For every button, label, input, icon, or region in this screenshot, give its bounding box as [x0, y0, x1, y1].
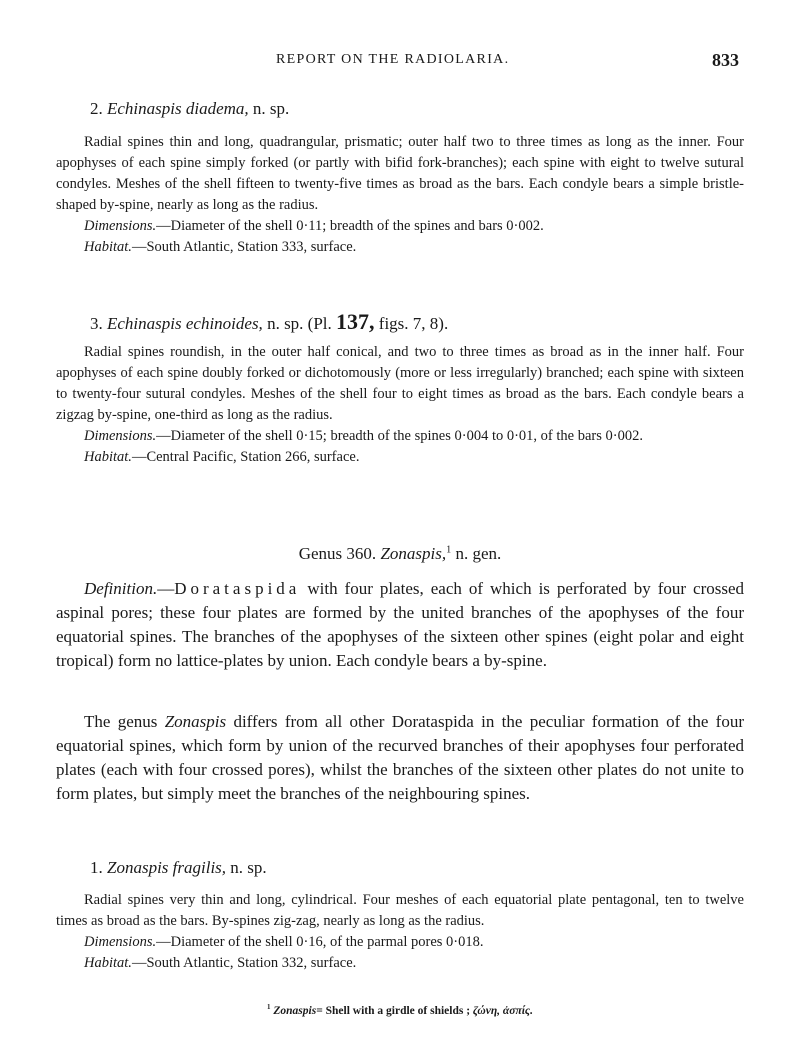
habitat-line [56, 237, 744, 258]
habitat-line [56, 953, 744, 974]
dimensions-line [56, 426, 744, 447]
footnote-text: = Shell with a girdle of shields ; [316, 1004, 471, 1017]
genus-status: n. gen. [455, 544, 502, 563]
footnote-term: Zonaspis [273, 1004, 317, 1017]
dimensions-line [56, 216, 744, 237]
running-head [0, 50, 800, 74]
remark-genus-name: Zonaspis [164, 712, 227, 731]
habitat-label: Habitat. [84, 955, 132, 971]
species-name: Echinaspis diadema, [107, 99, 249, 118]
species-entry-zonaspis-fragilis [56, 890, 744, 974]
page-number: 833 [712, 50, 739, 70]
figure-reference: figs. 7, 8). [378, 314, 449, 333]
species-name: Zonaspis fragilis, [107, 858, 227, 877]
genus-definition [56, 577, 744, 673]
genus-heading-zonaspis [0, 544, 800, 564]
species-entry-echinaspis-diadema [56, 132, 744, 258]
dimensions-text: —Diameter of the shell 0·11; breadth of the spines and bars 0·002. [156, 218, 544, 234]
remark-text-end: differs from all other Dorataspida in the peculiar formation of the four equatorial spines, which form by union of the recurved branches of their apophyses four perforated plates (each with four crossed pores), whilst the branches of the sixteen other plates do not unite to form plates, but simply meet the branches of the neighbouring spines. [56, 712, 745, 803]
genus-name: Zonaspis, [380, 544, 447, 563]
definition-label: Definition. [84, 579, 158, 598]
species-name: Echinaspis echinoides, [107, 314, 263, 333]
species-description: Radial spines thin and long, quadrangular, prismatic; outer half two to three times as long as the inner. Four apophyses of each spine simply forked (or partly with bifid fork-branches); each spine with eight to twelve sutural condyles. Meshes of the shell fifteen to twenty-five times as broad as the bars. Each condyle bears a simple bristle-shaped by-spine, nearly as long as the radius. [56, 134, 744, 213]
genus-number: Genus 360. [298, 544, 377, 563]
genus-remark [56, 710, 744, 806]
species-entry-echinaspis-echinoides [56, 342, 744, 468]
species-heading-echinaspis-echinoides [90, 309, 448, 335]
habitat-label: Habitat. [84, 239, 132, 255]
definition-text: with four plates, each of which is perforated by four crossed aspinal pores; these four plates are formed by the united branches of the apophyses of the four equatorial spines. The branches of the apophyses of the sixteen other spines (eight polar and eight tropical) form no lattice-plates by union. Each condyle bears a by-spine. [56, 579, 745, 670]
dimensions-label: Dimensions. [84, 428, 157, 444]
species-status: n. sp. [252, 99, 290, 118]
footnote-number: 1 [267, 1004, 271, 1011]
species-heading-echinaspis-diadema [90, 99, 289, 119]
species-number: 1. [90, 858, 103, 877]
species-status: n. sp. [230, 858, 267, 877]
species-description: Radial spines roundish, in the outer half conical, and two to three times as broad as in the inner half. Four apophyses of each spine doubly forked or dichotomously (more or less irregularly) branched; each spine with sixteen to twenty-four sutural condyles. Meshes of the shell four to eight times as broad as the bars. Each condyle bears a zigzag by-spine, one-third as long as the radius. [56, 344, 744, 423]
species-number: 3. [90, 314, 103, 333]
habitat-label: Habitat. [84, 449, 132, 465]
habitat-text: —Central Pacific, Station 266, surface. [131, 449, 360, 465]
definition-term: Dorataspida [174, 579, 301, 598]
dimensions-label: Dimensions. [84, 218, 157, 234]
footnote [0, 1004, 800, 1017]
dimensions-text: —Diameter of the shell 0·15; breadth of the spines 0·004 to 0·01, of the bars 0·002. [156, 428, 643, 444]
habitat-line [56, 447, 744, 468]
footnote-marker: 1 [446, 544, 452, 556]
species-number: 2. [90, 99, 103, 118]
dimensions-line [56, 932, 744, 953]
species-status: n. sp. (Pl. [267, 314, 332, 333]
footnote-greek: ζώνη, ἀσπίς. [472, 1004, 533, 1017]
dimensions-label: Dimensions. [84, 934, 157, 950]
definition-dash: — [157, 579, 175, 598]
habitat-text: —South Atlantic, Station 333, surface. [131, 239, 357, 255]
dimensions-text: —Diameter of the shell 0·16, of the parmal pores 0·018. [156, 934, 484, 950]
plate-number: 137, [336, 309, 375, 334]
species-heading-zonaspis-fragilis [90, 858, 267, 878]
remark-text-start: The genus [84, 712, 158, 731]
running-title: REPORT ON THE RADIOLARIA. [276, 52, 510, 67]
habitat-text: —South Atlantic, Station 332, surface. [131, 955, 357, 971]
species-description: Radial spines very thin and long, cylindrical. Four meshes of each equatorial plate pentagonal, ten to twelve times as broad as the bars. By-spines zig-zag, nearly as long as the radius. [56, 892, 744, 929]
